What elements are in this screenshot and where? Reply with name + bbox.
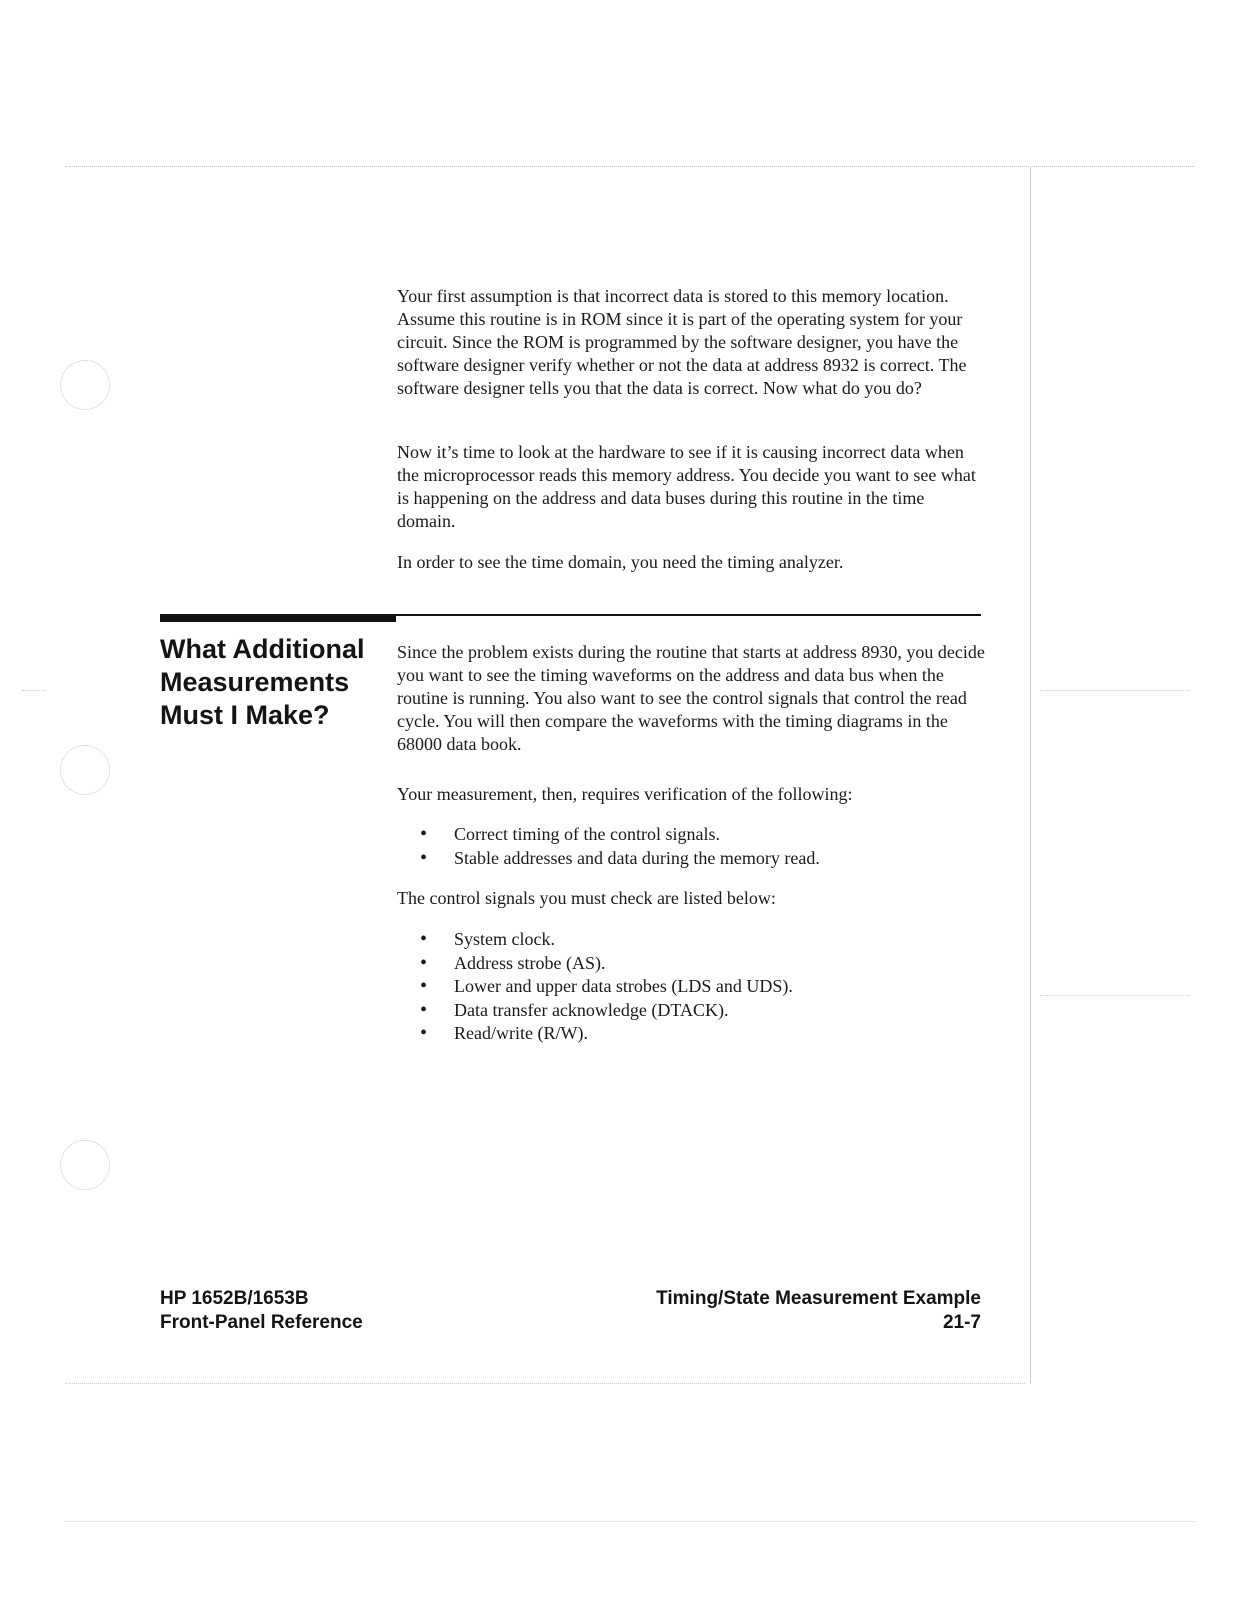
paragraph-timing-analyzer: In order to see the time domain, you need the timing analyzer.: [397, 552, 844, 572]
page-number: 21-7: [942, 1312, 981, 1333]
footer-reference: Front-Panel Reference: [160, 1312, 363, 1333]
verification-list: [420, 823, 980, 870]
scan-side-mark-right-lower: [1040, 995, 1190, 996]
paragraph-assumption: Your first assumption is that incorrect data is stored to this memory location. Assume this routine is in ROM since it is part of the operating system for your circuit. Since the ROM is programmed by the software designer, you have the software designer verify whether or not the data at address 8932 is correct. The software designer tells you that the data is correct. Now what do you do?: [397, 286, 967, 398]
list-item: • Correct timing of the control signals.: [420, 823, 980, 847]
section-rule-heavy: [160, 614, 396, 622]
scan-trim-line-right: [1030, 166, 1031, 1384]
paragraph-section-intro: Since the problem exists during the routine that starts at address 8930, you decide you want to see the timing waveforms on the address and data bus when the routine is running. You also want to see the control signals that control the read cycle. You will then compare the waveforms with the timing diagrams in the 68000 data book.: [397, 642, 985, 754]
punch-hole-middle: [60, 745, 110, 795]
footer-chapter: [600, 1287, 981, 1335]
scan-trim-line-top: [65, 166, 1195, 167]
scan-edge-line: [65, 1521, 1195, 1522]
punch-hole-top: [60, 360, 110, 410]
paragraph-hardware: Now it’s time to look at the hardware to see if it is causing incorrect data when the microprocessor reads this memory address. You decide you want to see what is happening on the address and data buses during this routine in the time domain.: [397, 442, 976, 531]
list-item: • Address strobe (AS).: [420, 952, 980, 976]
paragraph-signals-lead: The control signals you must check are listed below:: [397, 888, 776, 908]
list-item: • System clock.: [420, 928, 980, 952]
scan-side-mark-left: [22, 690, 46, 691]
paragraph-verification-lead: Your measurement, then, requires verification of the following:: [397, 784, 853, 804]
section-rule-thin: [396, 614, 981, 616]
control-signals-list: [420, 928, 980, 1046]
footer-product: HP 1652B/1653B: [160, 1288, 309, 1309]
list-item: • Data transfer acknowledge (DTACK).: [420, 999, 980, 1023]
scan-side-mark-right: [1040, 690, 1190, 691]
section-heading: What Additional Measurements Must I Make?: [160, 634, 365, 730]
footer-manual-title: [160, 1287, 363, 1335]
list-item: • Lower and upper data strobes (LDS and UDS).: [420, 975, 980, 999]
list-item: • Read/write (R/W).: [420, 1022, 980, 1046]
list-item: • Stable addresses and data during the memory read.: [420, 847, 980, 871]
punch-hole-bottom: [60, 1140, 110, 1190]
scan-trim-line-bottom: [65, 1383, 1025, 1384]
footer-chapter-title: Timing/State Measurement Example: [656, 1288, 981, 1309]
